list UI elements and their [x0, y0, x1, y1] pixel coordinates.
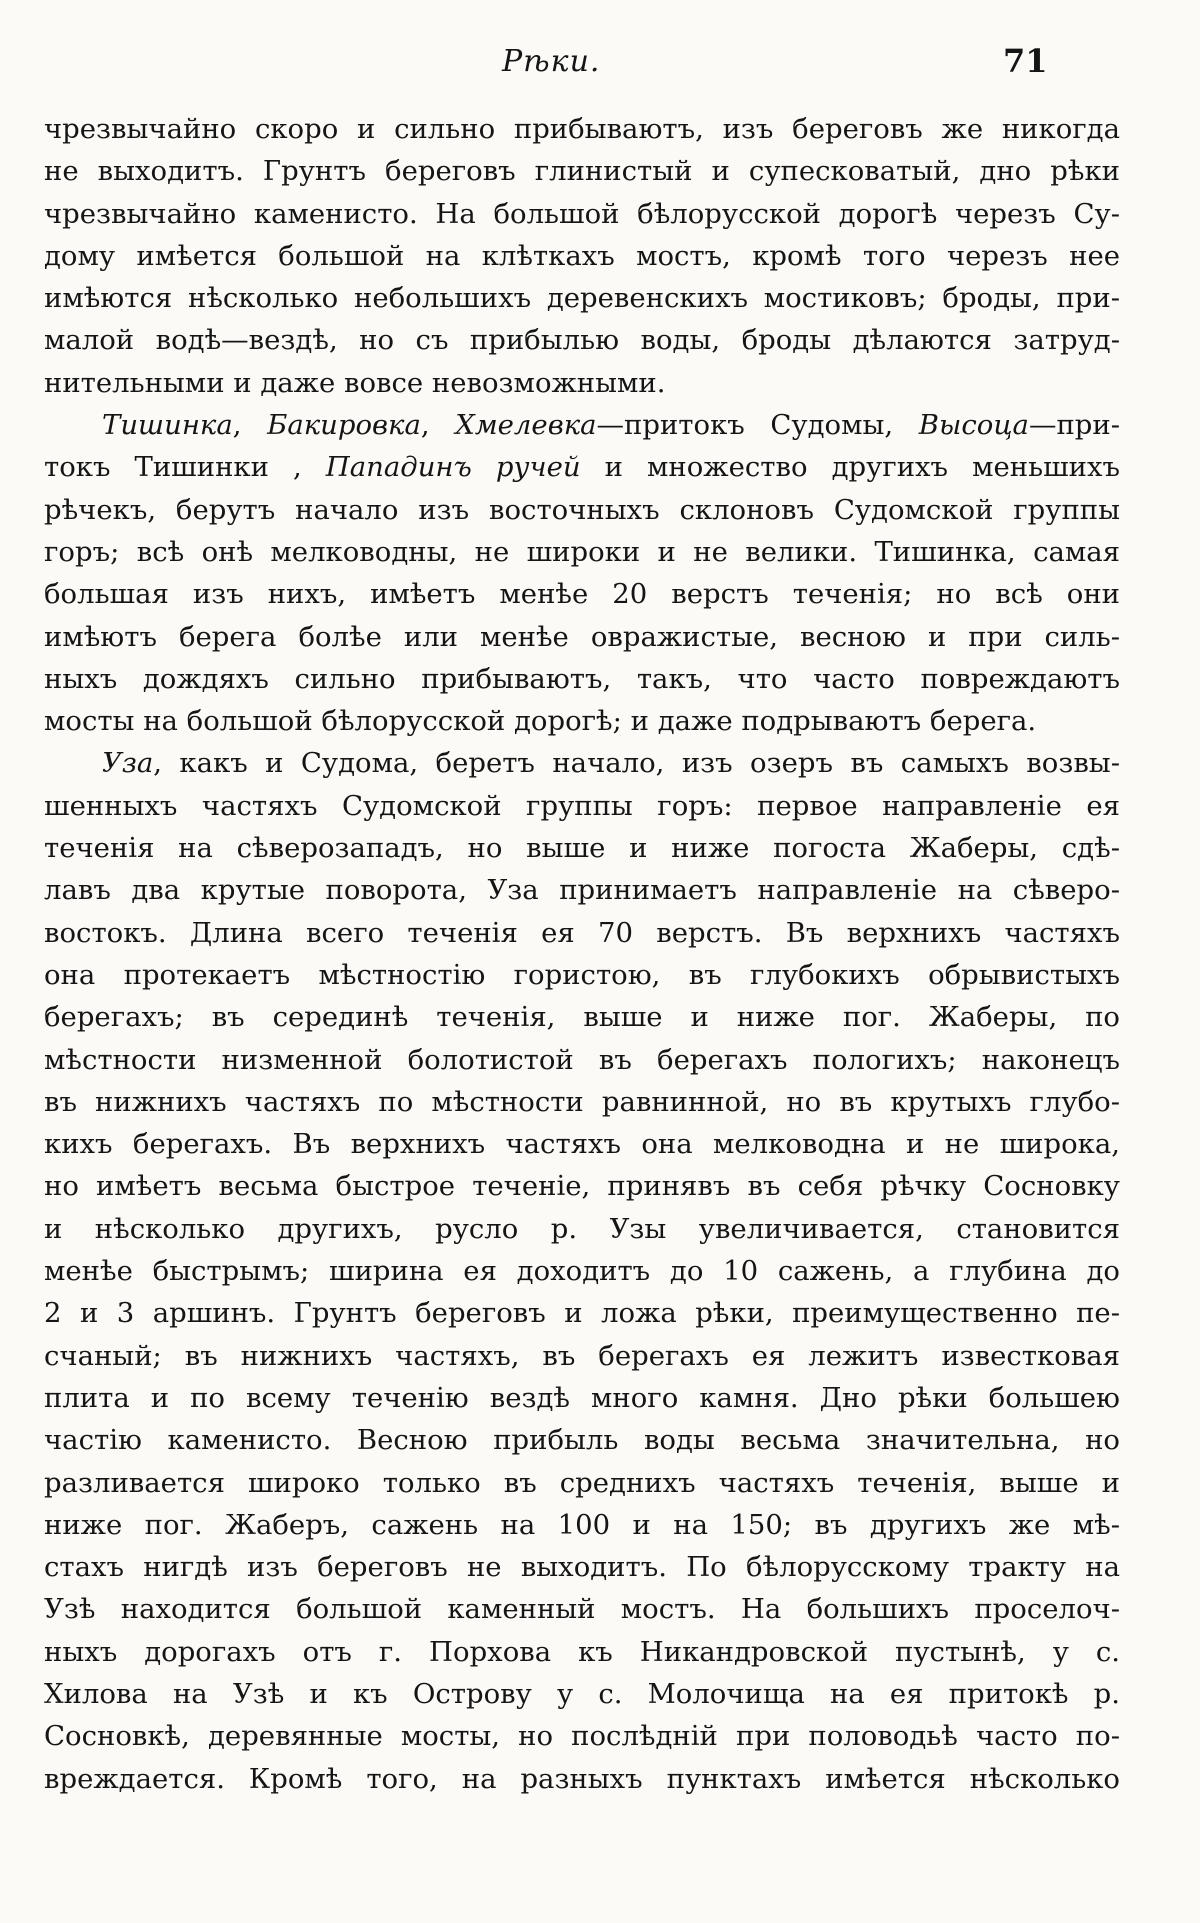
text-line: имѣютъ берега болѣе или менѣе овражистые, весною и при силь- — [44, 620, 1120, 653]
text-line: теченія на сѣверозападъ, но выше и ниже погоста Жаберы, сдѣ- — [44, 832, 1120, 865]
text-line: не выходитъ. Грунтъ береговъ глинистый и супесковатый, дно рѣки — [44, 155, 1120, 188]
text-line: горъ; всѣ онѣ мелководны, не широки и не велики. Тишинка, самая — [44, 535, 1120, 568]
text-line: менѣе быстрымъ; ширина ея доходитъ до 10 сажень, а глубина до — [44, 1255, 1120, 1288]
river-name: Тишинка — [102, 409, 233, 442]
text-line: нительными и даже вовсе невозможными. — [44, 366, 666, 399]
text-line: рѣчекъ, берутъ начало изъ восточныхъ склоновъ Судомской группы — [44, 493, 1120, 526]
text-line: токъ Тишинки , Пападинъ ручей и множество другихъ меньшихъ — [44, 451, 1120, 484]
text-line: малой водѣ—вездѣ, но съ прибылью воды, броды дѣлаются затруд- — [44, 324, 1120, 357]
river-name: Хмелевка — [455, 409, 597, 442]
text-line: Тишинка, Бакировка, Хмелевка—притокъ Судомы, Высоца—при- — [102, 409, 1120, 442]
text-line: большая изъ нихъ, имѣетъ менѣе 20 верстъ теченія; но всѣ они — [44, 578, 1120, 611]
running-title: Рѣки. — [502, 44, 601, 79]
text-line: въ нижнихъ частяхъ по мѣстности равнинной, но въ крутыхъ глубо- — [44, 1085, 1120, 1118]
text-line: чрезвычайно каменисто. На большой бѣлорусской дорогѣ черезъ Су- — [44, 197, 1120, 230]
text-line: шенныхъ частяхъ Судомской группы горъ: первое направленіе ея — [44, 789, 1120, 822]
body-text — [44, 108, 1120, 1800]
text-line: ныхъ дождяхъ сильно прибываютъ, такъ, что часто повреждаютъ — [44, 662, 1120, 695]
page-number: 71 — [1003, 42, 1048, 80]
river-name: Высоца — [918, 409, 1029, 442]
text-line: разливается широко только въ среднихъ частяхъ теченія, выше и — [44, 1466, 1120, 1499]
text-line: Хилова на Узѣ и къ Острову у с. Молочища на ея притокѣ р. — [44, 1677, 1120, 1710]
text-line: имѣются нѣсколько небольшихъ деревенскихъ мостиковъ; броды, при- — [44, 282, 1120, 315]
text-line: вреждается. Кромѣ того, на разныхъ пунктахъ имѣется нѣсколько — [44, 1762, 1120, 1795]
text-line: лавъ два крутые поворота, Уза принимаетъ направленіе на сѣверо- — [44, 874, 1120, 907]
text-line: но имѣетъ весьма быстрое теченіе, принявъ въ себя рѣчку Сосновку — [44, 1170, 1120, 1203]
running-head — [0, 44, 1200, 94]
text-line: мосты на большой бѣлорусской дорогѣ; и даже подрываютъ берега. — [44, 705, 1037, 738]
river-name: Пападинъ ручей — [325, 451, 581, 484]
text-line: 2 и 3 аршинъ. Грунтъ береговъ и ложа рѣки, преимущественно пе- — [44, 1297, 1120, 1330]
river-name: Уза — [102, 747, 154, 780]
text-line: Сосновкѣ, деревянные мосты, но послѣдній при половодьѣ часто по- — [44, 1720, 1120, 1753]
text-line: и нѣсколько другихъ, русло р. Узы увеличивается, становится — [44, 1212, 1120, 1245]
text-line: ниже пог. Жаберъ, сажень на 100 и на 150; въ другихъ же мѣ- — [44, 1508, 1120, 1541]
text-line: плита и по всему теченію вездѣ много камня. Дно рѣки большею — [44, 1381, 1120, 1414]
text-line: Уза, какъ и Судома, беретъ начало, изъ озеръ въ самыхъ возвы- — [102, 747, 1120, 780]
text-line: стахъ нигдѣ изъ береговъ не выходитъ. По бѣлорусскому тракту на — [44, 1551, 1120, 1584]
text-line: берегахъ; въ серединѣ теченія, выше и ниже пог. Жаберы, по — [44, 1001, 1120, 1034]
text-line: ныхъ дорогахъ отъ г. Порхова къ Никандровской пустынѣ, у с. — [44, 1635, 1120, 1668]
text-line: кихъ берегахъ. Въ верхнихъ частяхъ она мелководна и не широка, — [44, 1128, 1120, 1161]
text-line: Узѣ находится большой каменный мостъ. На большихъ проселоч- — [44, 1593, 1120, 1626]
river-name: Бакировка — [267, 409, 421, 442]
text-line: чрезвычайно скоро и сильно прибываютъ, изъ береговъ же никогда — [44, 113, 1120, 145]
text-line: она протекаетъ мѣстностію гористою, въ глубокихъ обрывистыхъ — [44, 958, 1120, 991]
text-line: востокъ. Длина всего теченія ея 70 верстъ. Въ верхнихъ частяхъ — [44, 916, 1120, 949]
text-line: мѣстности низменной болотистой въ берегахъ пологихъ; наконецъ — [44, 1043, 1120, 1076]
text-line: дому имѣется большой на клѣткахъ мостъ, кромѣ того черезъ нее — [44, 239, 1120, 272]
text-line: частію каменисто. Весною прибыль воды весьма значительна, но — [44, 1424, 1120, 1457]
text-line: счаный; въ нижнихъ частяхъ, въ берегахъ ея лежитъ известковая — [44, 1339, 1120, 1372]
